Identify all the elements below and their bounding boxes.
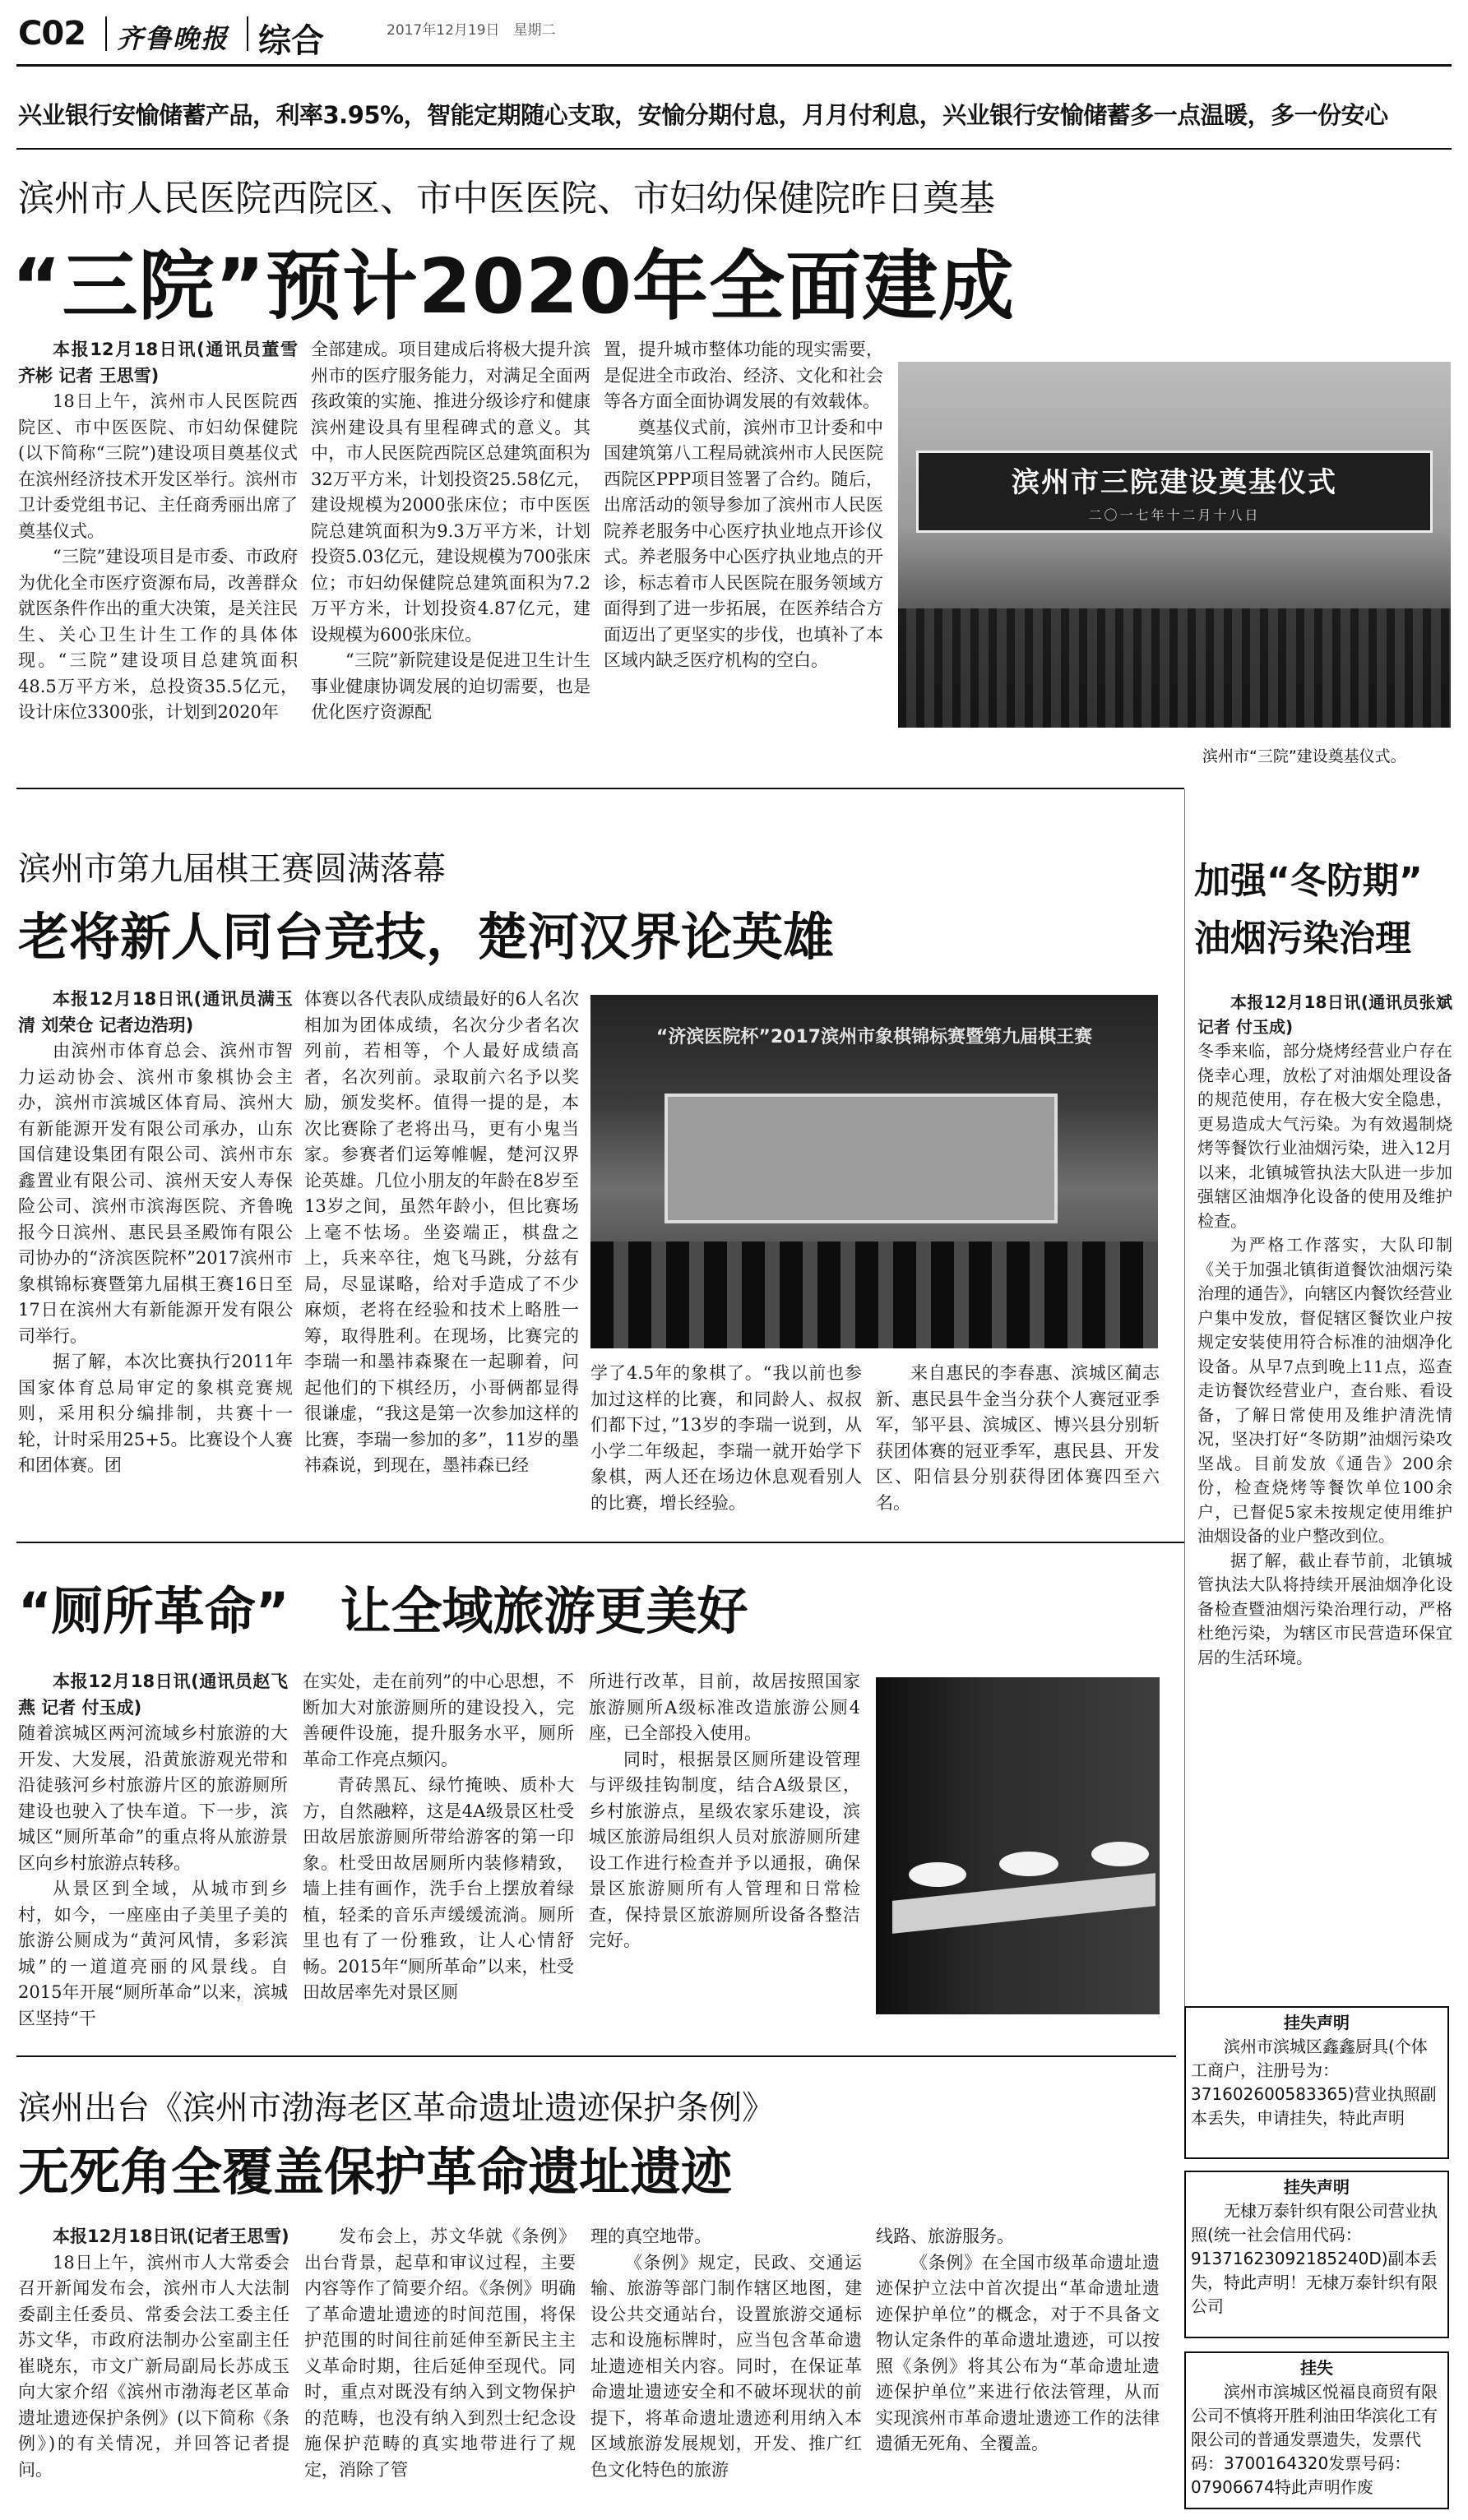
article3-rule	[16, 2055, 1176, 2057]
article1-para: 全部建成。项目建成后将极大提升滨州市的医疗服务能力，对满足全面两孩政策的实施、推进分级诊疗和健康滨州建设具有里程碑式的意义。其中，市人民医院西院区总建筑面积为32万平方米，计划投资25.58亿元，建设规模为2000张床位；市中医医院总建筑面积为9.3万平方米，计划投资5.03亿元，建设规模为700张床位；市妇幼保健院总建筑面积为7.2万平方米，计划投资4.87亿元，建设规模为600张床位。	[311, 340, 590, 645]
article4-para: 《条例》在全国市级革命遗址遗迹保护立法中首次提出“革命遗址遗迹保护单位”的概念，对于不具备文物认定条件的革命遗址遗迹，可以按照《条例》将其公布为“革命遗址遗迹保护单位”来进行依法管理，从而实现滨州市革命遗址遗迹工作的法律遗循无死角、全覆盖。	[876, 2252, 1160, 2453]
section-name: 综合	[258, 22, 324, 60]
washbasin-2	[999, 1852, 1058, 1876]
article1-photo	[898, 362, 1451, 728]
article1-para: “三院”建设项目是市委、市政府为优化全市医疗资源布局，改善群众就医条件作出的重大决策，是关注民生、关心卫生计生工作的具体体现。“三院”建设项目总建筑面积48.5万平方米，总投资35.5亿元，设计床位3300张，计划到2020年	[18, 547, 298, 722]
exhibit-board	[665, 1094, 1058, 1223]
notice-body: 滨州市滨城区悦福良商贸有限公司不慎将开胜利油田华滨化工有限公司的普通发票遗失，发票代码：3700164320发票号码：07906674特此声明作废	[1191, 2382, 1438, 2497]
article2-para: 学了4.5年的象棋了。“我以前也参加过这样的比赛，和同龄人、叔叔们都下过，”13岁的李瑞一说到，从小学二年级起，李瑞一就开始学下象棋，两人还在场边休息观看别人的比赛，增长经验。	[590, 1363, 862, 1513]
article4-para: 18日上午，滨州市人大常委会召开新闻发布会，滨州市人大法制委副主任委员、常委会法工委主任苏文华，市政府法制办公室副主任崔晓东，市文广新局副局长苏成玉向大家介绍《滨州市渤海老区革命遗址遗迹保护条例》(以下简称《条例》)的有关情况，并回答记者提问。	[18, 2252, 289, 2480]
issue-date: 2017年12月19日 星期二	[387, 22, 556, 39]
article4-para: 《条例》规定，民政、交通运输、旅游等部门制作辖区地图，建设公共交通站台，设置旅游交通标志和设施标牌时，应当包含革命遗址遗迹相关内容。同时，在保证革命遗址遗迹安全和不破坏现状的前提下，将革命遗址遗迹利用纳入本区域旅游发展规划，开发、推广红色文化特色的旅游	[590, 2252, 862, 2480]
article3-photo	[876, 1677, 1160, 2014]
article1-para: 置，提升城市整体功能的现实需要，是促进全市政治、经济、文化和社会等各方面全面协调发展的有效载体。	[604, 340, 883, 411]
page-number: C02	[18, 15, 86, 53]
sidebar-headline-2: 油烟污染治理	[1194, 918, 1411, 959]
officials-row	[590, 1242, 1158, 1348]
notice-box-3	[1184, 2351, 1449, 2509]
sidebar-para: 据了解，截止春节前，北镇城管执法大队将持续开展油烟净化设备检查暨油烟污染治理行动，严格杜绝污染，为辖区市民营造环保宜居的生活环境。	[1197, 1550, 1452, 1667]
article1-para: 18日上午，滨州市人民医院西院区、市中医医院、市妇幼保健院(以下简称“三院”)建设项目奠基仪式在滨州经济技术开发区举行。滨州市卫计委党组书记、主任商秀丽出席了奠基仪式。	[18, 391, 298, 541]
article3-para: 在实处，走在前列”的中心思想，不断加大对旅游厕所的建设投入，完善硬件设施，提升服务水平，厕所革命工作亮点频闪。	[303, 1672, 574, 1769]
article2-col3	[590, 1361, 862, 1516]
article3-col3	[589, 1669, 860, 1954]
sidebar-body	[1197, 991, 1452, 1670]
notice-body: 无棣万泰针织有限公司营业执照(统一社会信用代码：91371623092185240D)副本丢失，特此声明！无棣万泰针织有限公司	[1191, 2201, 1438, 2316]
article3-para: 青砖黑瓦、绿竹掩映、质朴大方，自然融粹，这是4A级景区杜受田故居旅游厕所带给游客的第一印象。杜受田故居厕所内装修精致，墙上挂有画作，洗手台上摆放着绿植，轻柔的音乐声缓缓流淌。厕所里也有了一份雅致，让人心情舒畅。2015年“厕所革命”以来，杜受田故居率先对景区厕	[303, 1775, 574, 2002]
washbasin-1	[909, 1862, 966, 1887]
masthead-divider-1	[105, 16, 107, 51]
article2-kicker: 滨州市第九届棋王赛圆满落幕	[18, 850, 446, 888]
article2-dateline: 本报12月18日讯(通讯员满玉清 刘荣仓 记者边浩玥)	[18, 989, 293, 1035]
ad-banner: 兴业银行安愉储蓄产品，利率3.95%，智能定期随心支取，安愉分期付息，月月付利息，兴业银行安愉储蓄多一点温暖，多一份安心	[18, 101, 1388, 129]
masthead-divider-2	[247, 16, 248, 51]
article4-col4	[876, 2224, 1160, 2458]
notice-title: 挂失声明	[1284, 2013, 1350, 2032]
article4-para: 理的真空地带。	[590, 2226, 711, 2246]
article2-col1	[18, 987, 293, 1479]
notice-box-1	[1184, 2006, 1449, 2159]
article3-dateline: 本报12月18日讯(通讯员赵飞燕 记者 付玉成)	[18, 1672, 288, 1718]
article1-rule	[16, 788, 1184, 789]
sidebar-para: 冬季来临，部分烧烤经营业户存在侥幸心理，放松了对油烟处理设备的规范使用，存在极大安全隐患，更易造成大气污染。为有效遏制烧烤等餐饮行业油烟污染，进入12月以来，北镇城管执法大队进一步加强辖区油烟净化设备的使用及维护检查。	[1197, 1041, 1452, 1231]
crowd-silhouette	[898, 608, 1451, 728]
article2-para: 据了解，本次比赛执行2011年国家体育总局审定的象棋竞赛规则，采用积分编排制，共赛十一轮，计时采用25+5。比赛设个人赛和团体赛。团	[18, 1352, 293, 1475]
ad-rule	[16, 148, 1452, 150]
notice-title: 挂失	[1300, 2358, 1333, 2378]
paper-logo: 齐鲁晚报	[117, 23, 229, 54]
article3-para: 同时，根据景区厕所建设管理与评级挂钩制度，结合A级景区，乡村旅游点，星级农家乐建设，滨城区旅游局组织人员对旅游厕所建设工作进行检查并予以通报，确保景区旅游厕所有人管理和日常检查，保持景区旅游厕所设备各整洁完好。	[589, 1749, 860, 1950]
article1-para: 奠基仪式前，滨州市卫计委和中国建筑第八工程局就滨州市人民医院西院区PPP项目签署了合约。随后，出席活动的领导参加了滨州市人民医院养老服务中心医疗执业地点开诊仪式。养老服务中心医疗执业地点的开诊，标志着市人民医院在服务领域方面得到了进一步拓展，在医养结合方面迈出了更坚实的步伐，也填补了本区域内缺乏医疗机构的空白。	[604, 417, 883, 670]
article4-para: 发布会上，苏文华就《条例》出台背景，起草和审议过程，主要内容等作了简要介绍。《条例》明确了革命遗址遗迹的时间范围，将保护范围的时间往前延伸至新民主主义革命时期，往后延伸至现代。同时，重点对既没有纳入到文物保护的范畴，也没有纳入到烈士纪念设施保护范畴的真实地带进行了规定，消除了管	[304, 2226, 576, 2480]
article2-para: 体赛以各代表队成绩最好的6人名次相加为团体成绩，名次分少者名次列前，若相等，个人最好成绩高者，名次列前。录取前六名予以奖励，颁发奖杯。值得一提的是，本次比赛除了老将出马，更有小鬼当家。参赛者们运筹帷幄，楚河汉界论英雄。几位小朋友的年龄在8岁至13岁之间，虽然年龄小，但比赛场上毫不怯场。坐姿端正，棋盘之上，兵来卒往，炮飞马跳，分兹有局，尽显谋略，给对手造成了不少麻烦，老将在经验和技术上略胜一筹，取得胜利。在现场，比赛完的李瑞一和墨祎森聚在一起聊着，问起他们的下棋经历，小哥俩都显得很谦虚，“我这是第一次参加这样的比赛，李瑞一参加的多”，11岁的墨祎森说，到现在，墨祎森已经	[304, 989, 579, 1475]
sidebar-divider	[1184, 789, 1185, 2014]
masthead-rule	[16, 64, 1452, 67]
article2-photo	[590, 995, 1158, 1348]
article2-headline: 老将新人同台竞技，楚河汉界论英雄	[18, 907, 835, 967]
article3-col1	[18, 1669, 288, 2032]
washbasin-3	[1091, 1842, 1149, 1866]
article1-dateline: 本报12月18日讯(通讯员董雪 齐彬 记者 王思雪)	[18, 340, 298, 386]
article1-caption: 滨州市“三院”建设奠基仪式。	[1202, 747, 1406, 765]
article2-col4	[876, 1361, 1160, 1516]
article4-col1	[18, 2224, 289, 2483]
article2-para: 来自惠民的李春惠、滨城区蔺志新、惠民县牛金当分获个人赛冠亚季军，邹平县、滨城区、博兴县分别斩获团体赛的冠亚季军，惠民县、开发区、阳信县分别获得团体赛四至六名。	[876, 1363, 1160, 1513]
photo-banner-date: 二〇一七年十二月十八日	[1088, 507, 1261, 523]
article1-para: “三院”新院建设是促进卫生计生事业健康协调发展的迫切需要，也是优化医疗资源配	[311, 650, 590, 722]
article3-para: 所进行改革，目前，故居按照国家旅游厕所A级标准改造旅游公厕4座，已全部投入使用。	[589, 1672, 860, 1743]
article3-para: 随着滨城区两河流域乡村旅游的大开发、大发展，沿黄旅游观光带和沿徒骇河乡村旅游片区的旅游厕所建设也驶入了快车道。下一步，滨城区“厕所革命”的重点将从旅游景区向乡村旅游点转移。	[18, 1723, 288, 1873]
article4-kicker: 滨州出台《滨州市渤海老区革命遗址遗迹保护条例》	[18, 2089, 775, 2127]
article4-dateline: 本报12月18日讯(记者王思雪)	[53, 2226, 289, 2246]
notice-box-2	[1184, 2171, 1449, 2338]
sidebar-para: 为严格工作落实，大队印制《关于加强北镇街道餐饮油烟污染治理的通告》，向辖区内餐饮经营业户集中发放，督促辖区餐饮业户按规定安装使用符合标准的油烟净化设备。从早7点到晚上11点，巡查走访餐饮经营业户，查台账、看设备，了解日常使用及维护清洗情况，坚决打好“冬防期”油烟污染攻坚战。目前发放《通告》200余份，检查烧烤等餐饮单位100余户，已督促5家未按规定使用维护油烟设备的业户整改到位。	[1197, 1235, 1452, 1546]
notice-title: 挂失声明	[1284, 2177, 1350, 2197]
article4-col3	[590, 2224, 862, 2483]
article1-kicker: 滨州市人民医院西院区、市中医医院、市妇幼保健院昨日奠基	[18, 178, 995, 220]
article4-para: 线路、旅游服务。	[876, 2226, 1014, 2246]
article4-col2	[304, 2224, 576, 2483]
sidebar-dateline: 本报12月18日讯(通讯员张斌 记者 付玉成)	[1197, 992, 1452, 1037]
article3-headline: “厕所革命” 让全域旅游更美好	[18, 1581, 748, 1641]
article2-rule	[16, 1542, 1184, 1543]
article3-col2	[303, 1669, 574, 2006]
article1-col3	[604, 337, 883, 674]
photo-banner-text: 滨州市三院建设奠基仪式	[1012, 466, 1337, 499]
article4-headline: 无死角全覆盖保护革命遗址遗迹	[18, 2142, 733, 2202]
article2-col2	[304, 987, 579, 1479]
article2-photo-banner: “济滨医院杯”2017滨州市象棋锦标赛暨第九届棋王赛	[655, 1027, 1093, 1047]
sidebar-headline-1: 加强“冬防期”	[1194, 860, 1423, 902]
article1-col1	[18, 337, 298, 726]
article3-para: 从景区到全域，从城市到乡村，如今，一座座由子美里子美的旅游公厕成为“黄河风情，多彩滨城”的一道道亮丽的风景线。自2015年开展“厕所革命”以来，滨城区坚持“干	[18, 1879, 288, 2028]
article1-col2	[311, 337, 590, 726]
notice-body: 滨州市滨城区鑫鑫厨具(个体工商户，注册号为：371602600583365)营业执照副本丢失，申请挂失，特此声明	[1191, 2037, 1437, 2128]
article2-para: 由滨州市体育总会、滨州市智力运动协会、滨州市象棋协会主办，滨州市滨城区体育局、滨州大有新能源开发有限公司承办，山东国信建设集团有限公司、滨州市东鑫置业有限公司、滨州天安人寿保险公司、滨州市滨海医院、齐鲁晚报今日滨州、惠民县圣殿饰有限公司协办的“济滨医院杯”2017滨州市象棋锦标赛暨第九届棋王赛16日至17日在滨州大有新能源开发有限公司举行。	[18, 1041, 293, 1346]
ceremony-backdrop	[916, 451, 1433, 533]
article1-headline: “三院”预计2020年全面建成	[12, 243, 1015, 331]
